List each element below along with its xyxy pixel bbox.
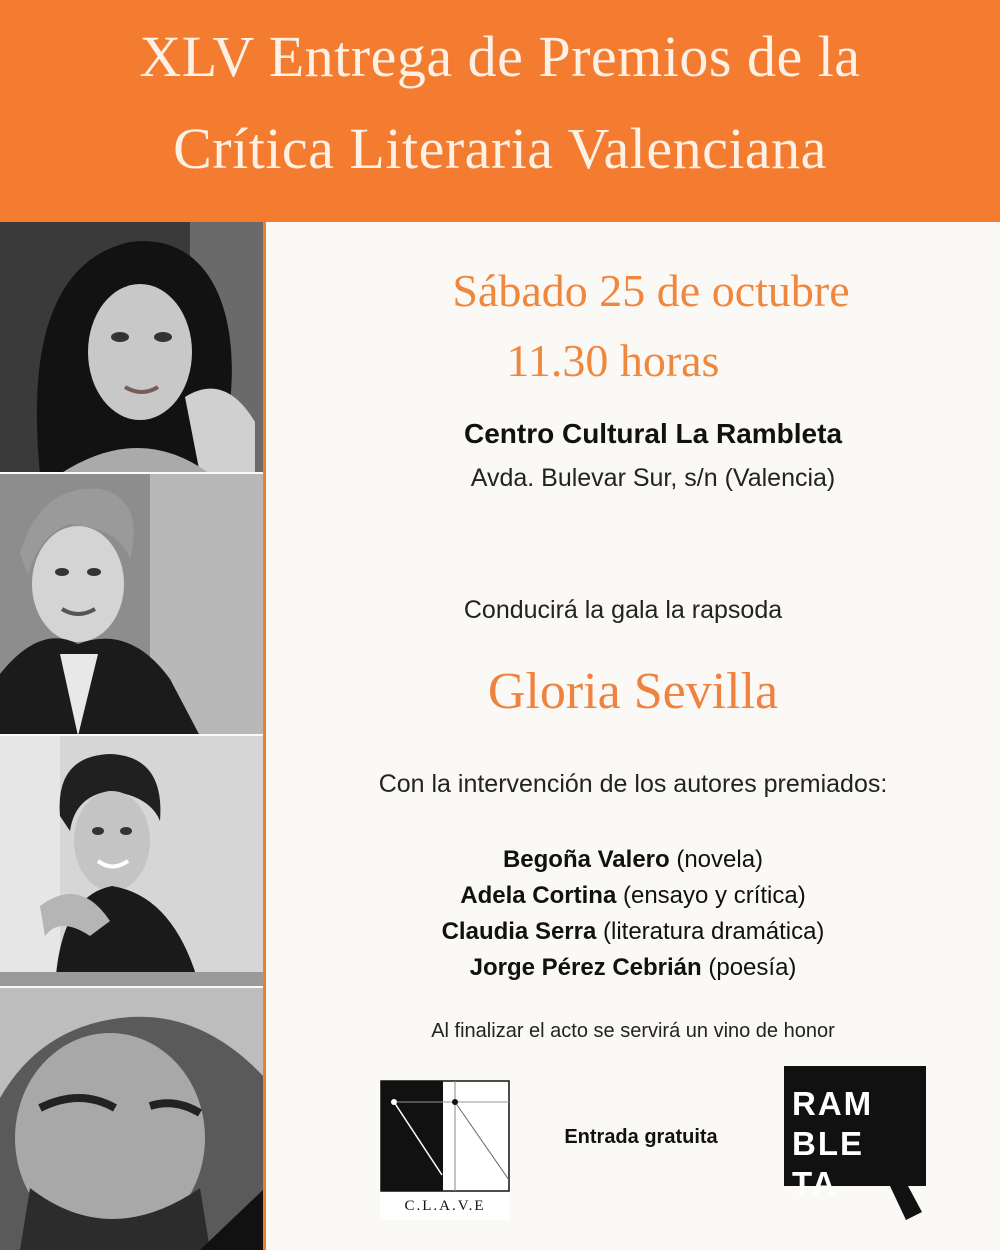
- winner-category: (literatura dramática): [603, 918, 825, 945]
- winner-name: Jorge Pérez Cebrián: [469, 954, 702, 981]
- rambleta-logo-text: [792, 1084, 873, 1204]
- authors-intro: Con la intervención de los autores premiados:: [378, 770, 888, 798]
- clave-logo-mark: [380, 1080, 510, 1192]
- winner-category: (novela): [676, 846, 764, 873]
- event-details: [266, 222, 1000, 1250]
- winner-name: Claudia Serra: [441, 918, 597, 945]
- free-entry-label: Entrada gratuita: [564, 1126, 718, 1148]
- winner-item: [266, 878, 1000, 914]
- host-intro: Conducirá la gala la rapsoda: [463, 596, 783, 624]
- winner-name: Begoña Valero: [502, 846, 670, 873]
- portrait-photo-1: [0, 222, 265, 474]
- rambleta-logo-line: TA: [792, 1165, 838, 1202]
- winner-item: [266, 842, 1000, 878]
- winner-item: [266, 950, 1000, 986]
- winner-category: (ensayo y crítica): [622, 882, 806, 909]
- venue-name: Centro Cultural La Rambleta: [463, 418, 843, 449]
- portrait-photo-3: [0, 736, 265, 988]
- clave-logo: [380, 1080, 510, 1220]
- portrait-column: [0, 222, 265, 1250]
- header-banner: [0, 0, 1000, 222]
- winners-list: [266, 842, 1000, 986]
- winner-category: (poesía): [708, 954, 797, 981]
- event-title-line-1: XLV Entrega de Premios de la: [139, 24, 861, 89]
- closing-note: Al finalizar el acto se servirá un vino de honor: [431, 1020, 835, 1042]
- venue-address: Avda. Bulevar Sur, s/n (Valencia): [470, 464, 836, 492]
- clave-logo-text: C.L.A.V.E: [404, 1198, 486, 1214]
- portrait-photo-4: [0, 988, 265, 1250]
- winner-name: Adela Cortina: [460, 882, 617, 909]
- portrait-photo-2: [0, 474, 265, 736]
- event-title-line-2: Crítica Literaria Valenciana: [173, 116, 827, 181]
- winner-item: [266, 914, 1000, 950]
- rambleta-logo: [780, 1064, 930, 1224]
- rambleta-logo-line: BLE: [792, 1125, 864, 1162]
- event-time: 11.30 horas: [506, 335, 720, 386]
- event-date: Sábado 25 de octubre: [452, 265, 850, 316]
- host-name: Gloria Sevilla: [487, 663, 779, 720]
- rambleta-logo-line: RAM: [792, 1085, 874, 1122]
